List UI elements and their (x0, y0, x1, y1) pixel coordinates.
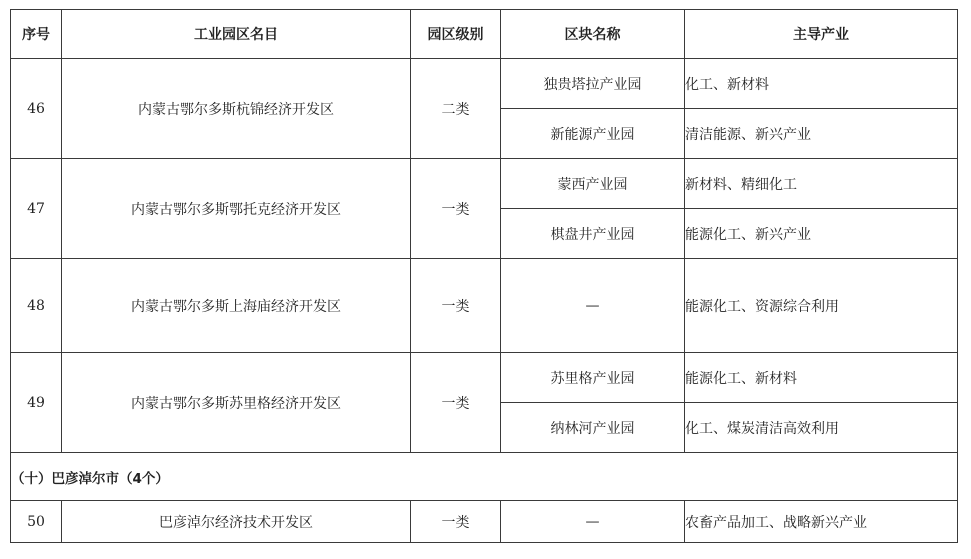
serial-number: 48 (11, 259, 62, 353)
block-name: — (501, 259, 685, 353)
park-level: 一类 (411, 501, 501, 543)
leading-industry: 农畜产品加工、战略新兴产业 (685, 501, 958, 543)
serial-number: 46 (11, 59, 62, 159)
park-name: 内蒙古鄂尔多斯上海庙经济开发区 (62, 259, 411, 353)
block-name: 苏里格产业园 (501, 353, 685, 403)
industrial-park-table (10, 9, 958, 543)
leading-industry: 能源化工、新材料 (685, 353, 958, 403)
leading-industry: 化工、新材料 (685, 59, 958, 109)
table-row (11, 353, 958, 403)
park-level: 一类 (411, 353, 501, 453)
park-name: 内蒙古鄂尔多斯鄂托克经济开发区 (62, 159, 411, 259)
table-row (11, 259, 958, 353)
header-serial-number: 序号 (11, 10, 62, 59)
leading-industry: 能源化工、新兴产业 (685, 209, 958, 259)
block-name: 棋盘井产业园 (501, 209, 685, 259)
section-label: （十）巴彦淖尔市（4个） (11, 453, 958, 501)
leading-industry: 新材料、精细化工 (685, 159, 958, 209)
park-level: 二类 (411, 59, 501, 159)
table-row (11, 159, 958, 209)
section-row (11, 453, 958, 501)
serial-number: 49 (11, 353, 62, 453)
header-leading-industry: 主导产业 (685, 10, 958, 59)
leading-industry: 化工、煤炭清洁高效利用 (685, 403, 958, 453)
serial-number: 47 (11, 159, 62, 259)
header-park-level: 园区级别 (411, 10, 501, 59)
serial-number: 50 (11, 501, 62, 543)
park-name: 内蒙古鄂尔多斯苏里格经济开发区 (62, 353, 411, 453)
park-level: 一类 (411, 259, 501, 353)
park-name: 巴彦淖尔经济技术开发区 (62, 501, 411, 543)
block-name: 新能源产业园 (501, 109, 685, 159)
park-name: 内蒙古鄂尔多斯杭锦经济开发区 (62, 59, 411, 159)
park-level: 一类 (411, 159, 501, 259)
header-park-name: 工业园区名目 (62, 10, 411, 59)
block-name: 蒙西产业园 (501, 159, 685, 209)
block-name: — (501, 501, 685, 543)
header-block-name: 区块名称 (501, 10, 685, 59)
table-header-row (11, 10, 958, 59)
block-name: 独贵塔拉产业园 (501, 59, 685, 109)
leading-industry: 清洁能源、新兴产业 (685, 109, 958, 159)
block-name: 纳林河产业园 (501, 403, 685, 453)
leading-industry: 能源化工、资源综合利用 (685, 259, 958, 353)
table-row (11, 501, 958, 543)
table-row (11, 59, 958, 109)
